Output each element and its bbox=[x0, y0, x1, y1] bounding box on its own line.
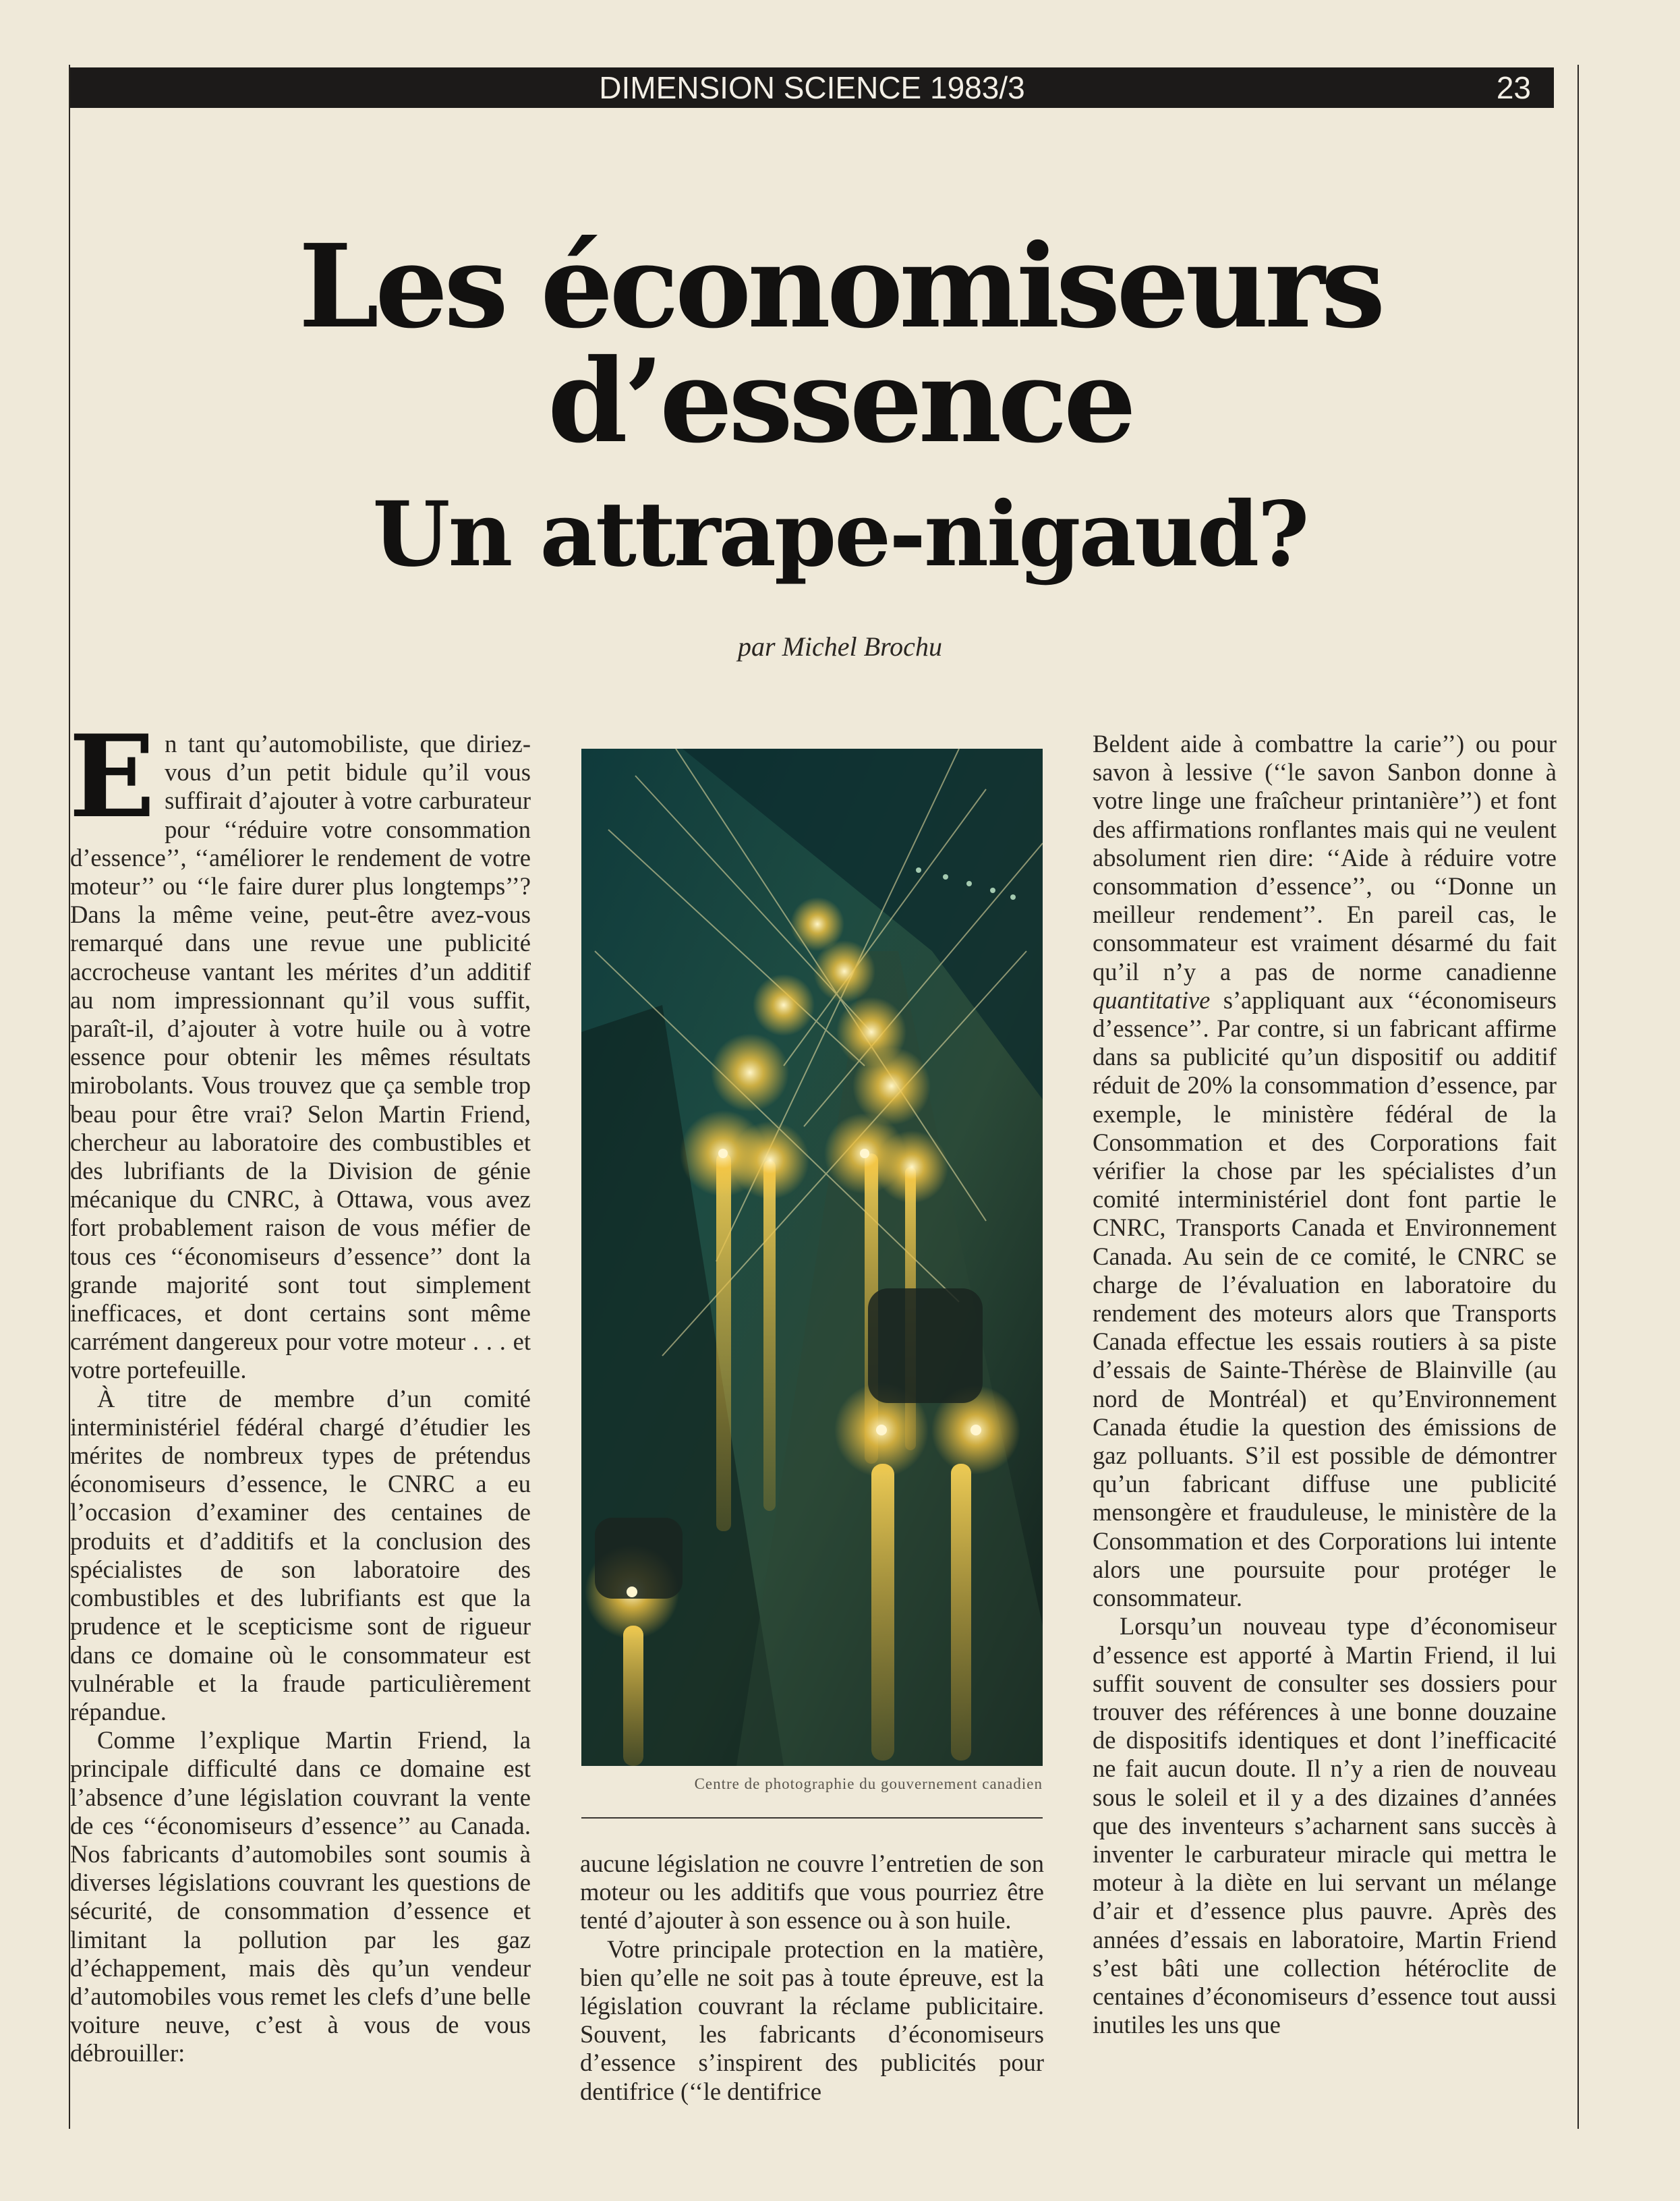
paragraph bbox=[1093, 730, 1557, 1612]
text-column-2 bbox=[580, 1850, 1044, 2106]
title-line-1: Les économiseurs bbox=[298, 219, 1382, 354]
night-highway-photo bbox=[581, 749, 1043, 1766]
page-number: 23 bbox=[1496, 70, 1531, 105]
drop-cap: E bbox=[69, 710, 156, 843]
byline: par Michel Brochu bbox=[738, 631, 942, 662]
intro-text: n tant qu’automobiliste, que diriez-vous d’un petit bidule qu’il vous suffirait d’ajouter à votre carburateur pour ‘‘réduire votre consommation d’essence’’, ‘‘améliorer le rendement de votre moteur’’ ou ‘‘le faire durer plus longtemps’’? Dans la même veine, peut-être avez-vous remarqué dans une revue une publicité accrocheuse vantant les mérites d’un additif au nom impressionnant qu’il vous suffit, paraît-il, d’ajouter à votre huile ou à votre essence pour obtenir les mêmes résultats mirobolants. Vous trouvez que ça semble trop beau pour être vrai? Selon Martin Friend, chercheur au laboratoire des combustibles et des lubrifiants de la Division de génie mécanique du CNRC, à Ottawa, vous avez fort probablement raison de vous méfier de tous ces ‘‘économiseurs d’essence’’ dont la grande majorité sont tout simplement inefficaces, et dont certains sont même carrément dangereux pour votre moteur . . . et votre portefeuille. bbox=[70, 730, 531, 1384]
emphasis-text: quantitative bbox=[1093, 985, 1211, 1014]
article-title bbox=[0, 219, 1680, 469]
paragraph-intro bbox=[69, 710, 531, 1385]
text-column-3 bbox=[1093, 730, 1557, 2039]
text-column-1 bbox=[69, 710, 531, 2068]
photo-credit: Centre de photographie du gouvernement canadien bbox=[694, 1775, 1043, 1792]
publication-name: DIMENSION SCIENCE 1983/3 bbox=[599, 70, 1025, 105]
caption-divider bbox=[581, 1817, 1043, 1819]
article-subtitle: Un attrape-nigaud? bbox=[372, 482, 1308, 587]
paragraph: Lorsqu’un nouveau type d’économiseur d’essence est apporté à Martin Friend, il lui suffit souvent de consulter ses dossiers pour trouver des références à une bonne douzaine de dispositifs identiques et dont l’inefficacité ne fait aucun doute. Il n’y a rien de nouveau sous le soleil et il y a des dizaines d’années que des inventeurs s’acharnent sans succès à inventer le carburateur miracle qui mettra le moteur à la diète en lui servant un mélange d’air et d’essence plus pauvre. Après des années d’essais en laboratoire, Martin Friend s’est bâti une collection hétéroclite de centaines d’économiseurs d’essence tout aussi inutiles les uns que bbox=[1093, 1612, 1557, 2039]
paragraph: aucune législation ne couvre l’entretien de son moteur ou les additifs que vous pourriez être tenté d’ajouter à son essence ou à son huile. bbox=[580, 1850, 1044, 1935]
running-header bbox=[70, 67, 1554, 108]
paragraph: À titre de membre d’un comité interministériel fédéral chargé d’étudier les mérites de nombreux types de prétendus économiseurs d’essence, le CNRC a eu l’occasion d’examiner des centaines de produits et d’additifs et la conclusion des spécialistes de son laboratoire des combustibles et des lubrifiants est que la prudence et le scepticisme sont de rigueur dans ce domaine où le consommateur est vulnérable et la fraude particulièrement répandue. bbox=[70, 1384, 531, 1725]
paragraph: Comme l’explique Martin Friend, la principale difficulté dans ce domaine est l’absence d’une législation couvrant la vente de ces ‘‘économiseurs d’essence’’ au Canada. Nos fabricants d’automobiles sont soumis à diverses législations couvrant les questions de sécurité, de consommation d’essence et limitant la pollution par les gaz d’échappement, mais dès qu’un vendeur d’automobiles vous remet les clefs d’une belle voiture neuve, c’est à vous de vous débrouiller: bbox=[70, 1726, 531, 2067]
text-run: Beldent aide à combattre la carie’’) ou pour savon à lessive (‘‘le savon Sanbon donne à votre linge une fraîcheur printanière’’) et font des affirmations ronflantes mais qui ne veulent absolument rien dire: ‘‘Aide à réduire votre consommation d’essence’’, ou ‘‘Donne un meilleur rendement’’. En pareil cas, le consommateur est vraiment désarmé du fait qu’il n’y a pas de norme canadienne bbox=[1093, 730, 1557, 985]
text-run: s’appliquant aux ‘‘économiseurs d’essence’’. Par contre, si un fabricant affirme dans sa publicité qu’un dispositif ou additif réduit de 20% la consommation d’essence, par exemple, le ministère fédéral de la Consommation et des Corporations fait vérifier la chose par les spécialistes d’un comité interministériel dont font partie le CNRC, Transports Canada et Environnement Canada. Au sein de ce comité, le CNRC se charge de l’évaluation en laboratoire du rendement des moteurs alors que Transports Canada effectue les essais routiers à sa piste d’essais de Sainte-Thérèse de Blainville (au nord de Montréal) et qu’Environnement Canada étudie la question des émissions de gaz polluants. S’il est possible de démontrer qu’un fabricant diffuse une publicité mensongère et frauduleuse, le ministère de la Consommation et des Corporations lui intente alors une poursuite pour protéger le consommateur. bbox=[1093, 985, 1557, 1612]
title-line-2: d’essence bbox=[547, 334, 1133, 469]
paragraph: Votre principale protection en la matière, bien qu’elle ne soit pas à toute épreuve, est la législation couvrant la réclame publicitaire. Souvent, les fabricants d’économiseurs d’essence s’inspirent des publicités pour dentifrice (‘‘le dentifrice bbox=[580, 1935, 1044, 2105]
